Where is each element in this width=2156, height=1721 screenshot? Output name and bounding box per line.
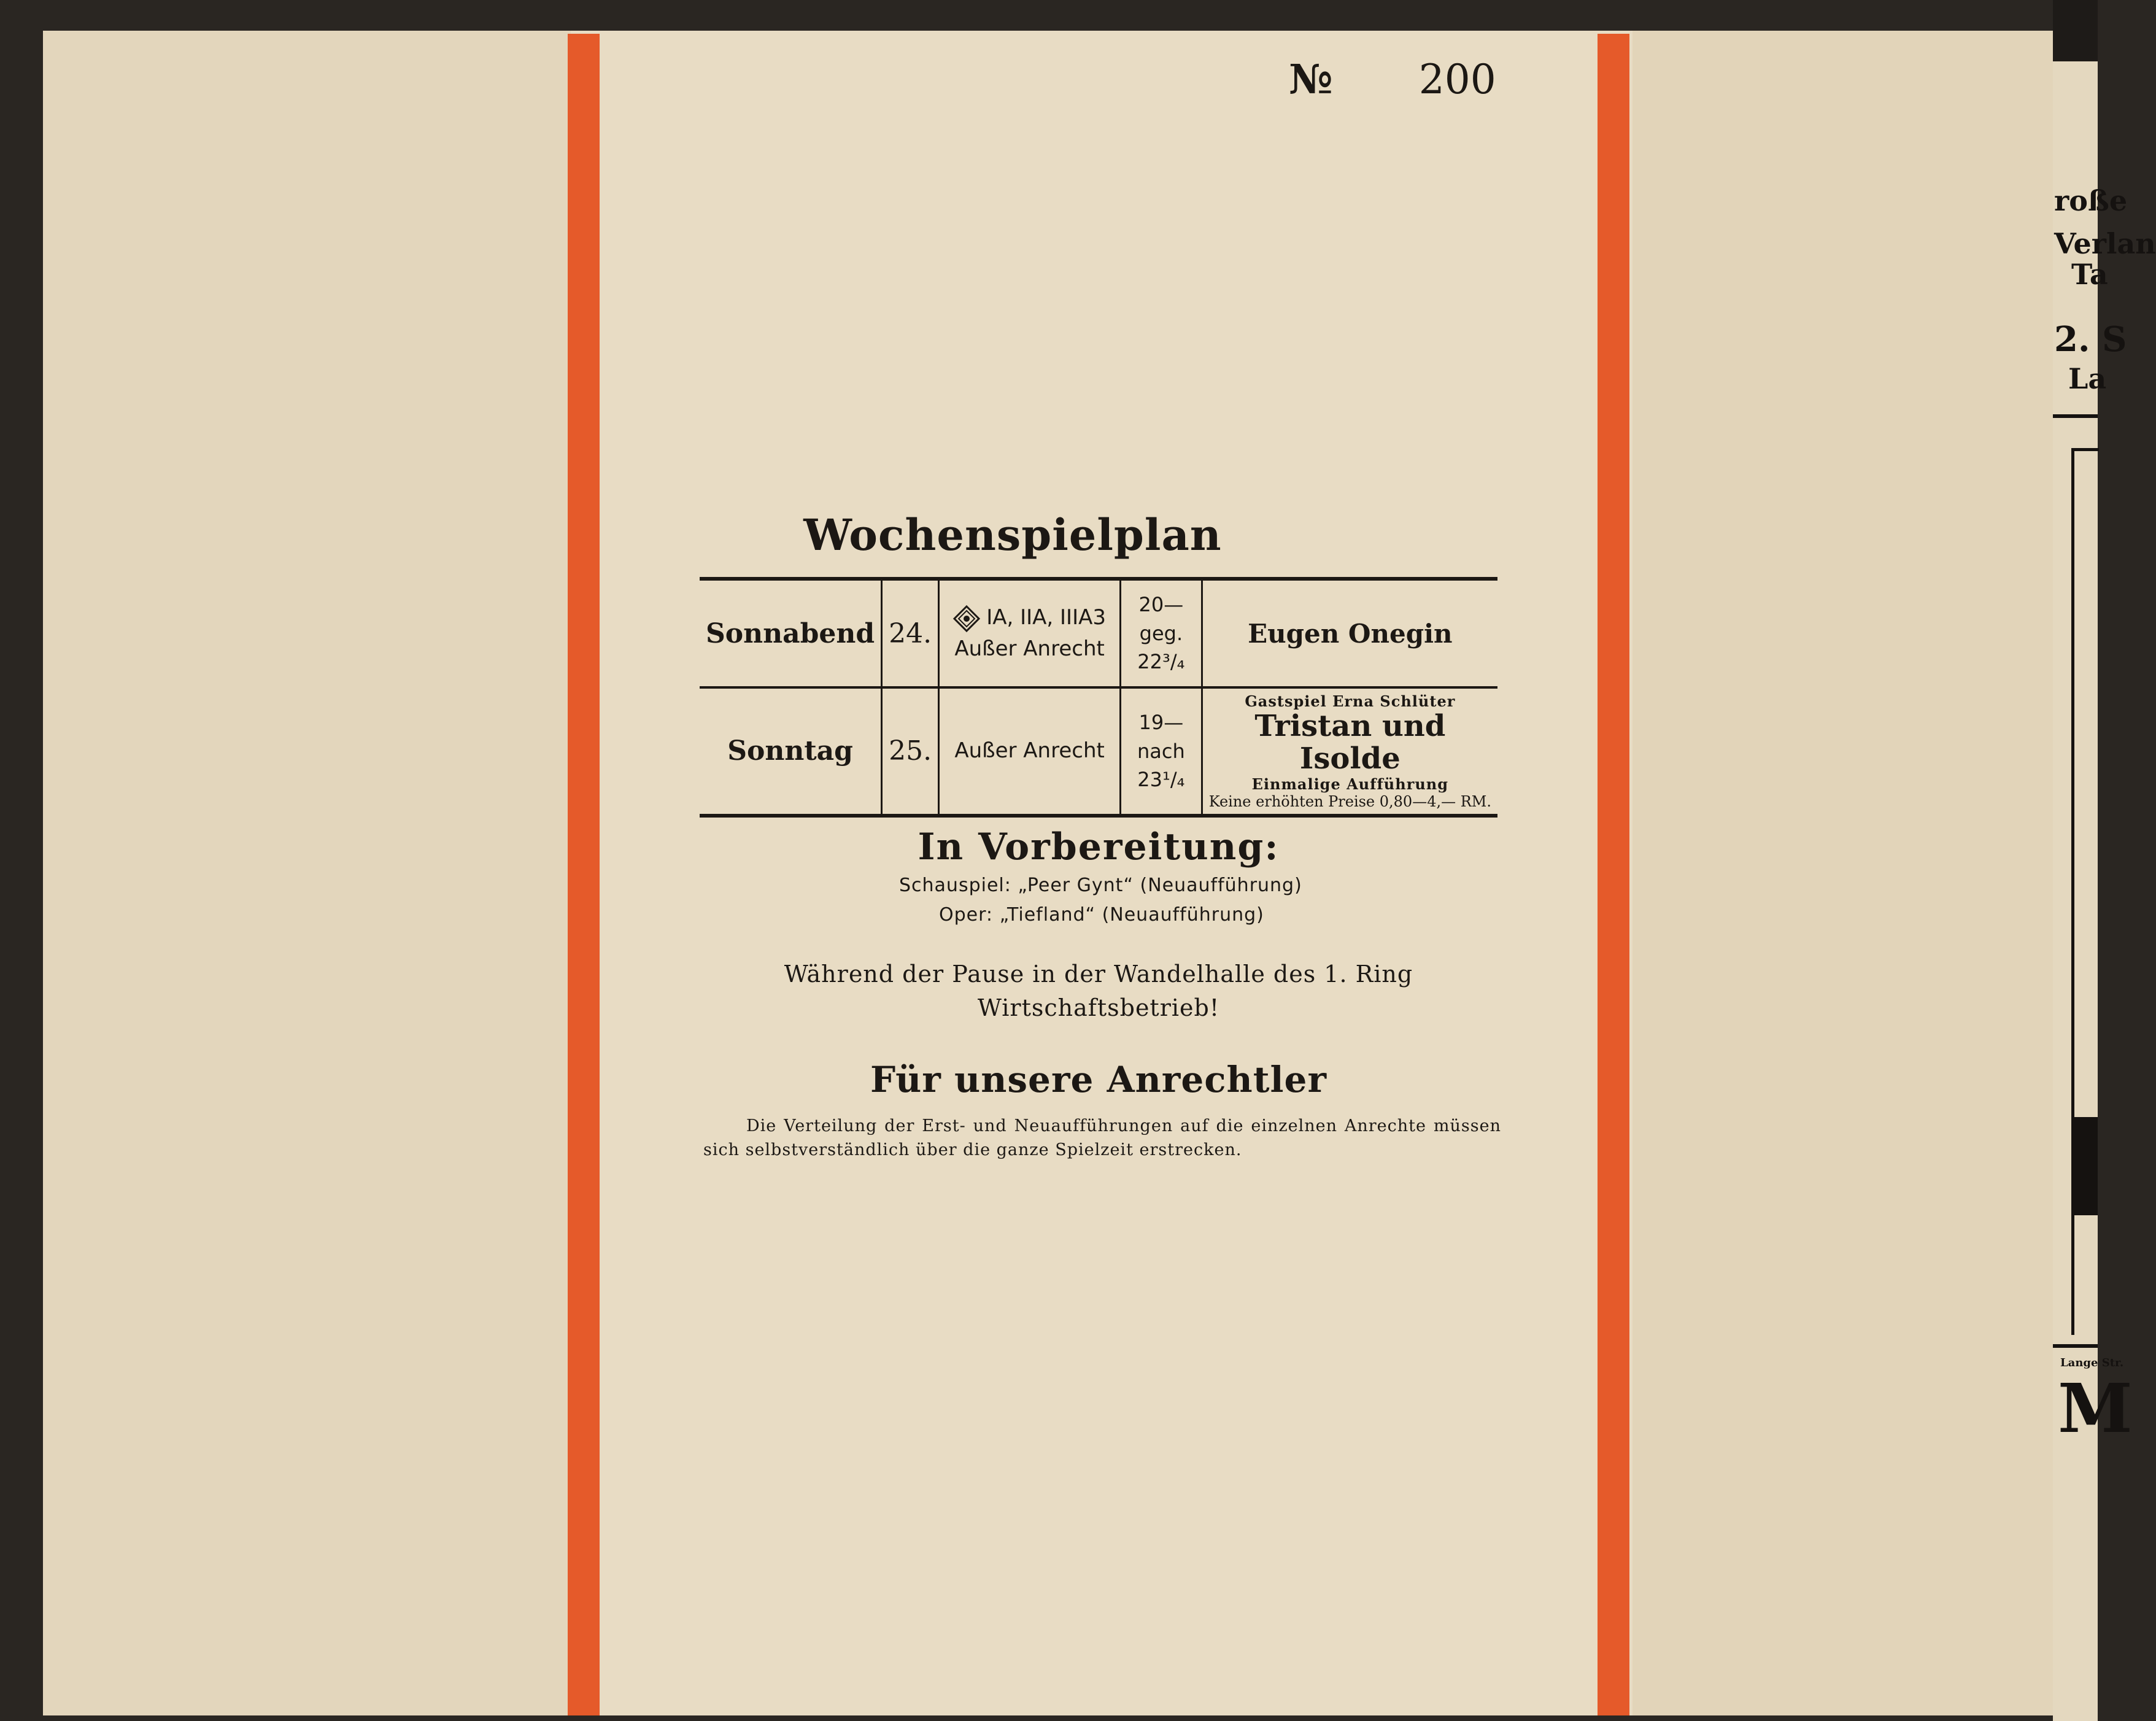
adjacent-fragment: roße [2054, 184, 2128, 217]
subscribers-text: Die Verteilung der Erst- und Neuaufführungen auf die einzelnen Anrechte müssen sich selbstverständlich über die ganze Spielzeit erstrecken. [703, 1116, 1501, 1160]
preparation-title: In Vorbereitung: [918, 826, 1280, 868]
price-note: Keine erhöhten Preise 0,80—4,— RM. [1208, 792, 1491, 810]
day-cell: Sonntag [727, 735, 853, 767]
start-time: 19—nach [1137, 711, 1185, 763]
day-cell: Sonnabend [700, 579, 882, 687]
end-time: 22³/₄ [1137, 650, 1185, 674]
start-time: 20—geg. [1138, 593, 1184, 645]
adjacent-fragment: 2. S [2054, 319, 2127, 360]
end-time: 23¹/₄ [1137, 767, 1185, 791]
subscription-note: Außer Anrecht [954, 636, 1105, 661]
adjacent-fragment: Ta [2071, 258, 2108, 291]
adjacent-black-block [2071, 1117, 2098, 1215]
pause-line-1: Während der Pause in der Wandelhalle des 1. Ring [784, 961, 1413, 988]
left-margin [43, 31, 571, 1715]
pause-line-2: Wirtschaftsbetrieb! [977, 994, 1220, 1022]
subscription-logo-icon [953, 605, 980, 632]
guest-note: Gastspiel Erna Schlüter [1245, 692, 1456, 710]
orange-stripe-right [1598, 34, 1629, 1715]
adjacent-fragment: Lange Str. [2060, 1356, 2124, 1369]
right-margin [1632, 31, 2056, 1715]
program-sheet [43, 31, 2056, 1715]
work-cell: Eugen Onegin [1202, 579, 1497, 687]
adjacent-fragment: Verlan [2054, 227, 2156, 260]
number-symbol: № [1289, 55, 1333, 103]
page-title: Wochenspielplan [803, 509, 1222, 560]
schedule-table [700, 577, 1497, 818]
preparation-opera: Oper: „Tiefland“ (Neuaufführung) [939, 904, 1264, 926]
adjacent-fragment: M [2058, 1369, 2133, 1448]
adjacent-fragment: La [2068, 362, 2107, 395]
subscription-groups: IA, IIA, IIIA3 [986, 605, 1106, 630]
work-cell [1202, 687, 1497, 816]
table-row [700, 687, 1497, 816]
table-row [700, 579, 1497, 687]
time-cell [1121, 687, 1202, 816]
issue-number [1289, 55, 1496, 103]
number-value: 200 [1418, 56, 1496, 103]
adjacent-rule [2053, 1344, 2098, 1348]
adjacent-page-edge [2053, 61, 2156, 1721]
subscription-cell [939, 579, 1121, 687]
work-title: Tristan und Isolde [1254, 709, 1446, 776]
pause-notice [700, 957, 1497, 1025]
preparation-play: Schauspiel: „Peer Gynt“ (Neuaufführung) [899, 875, 1302, 896]
adjacent-rule [2053, 414, 2098, 418]
subscribers-title: Für unsere Anrechtler [870, 1059, 1327, 1100]
subscription-cell: Außer Anrecht [939, 687, 1121, 816]
orange-stripe-left [568, 34, 600, 1715]
time-cell [1121, 579, 1202, 687]
date-cell: 25. [882, 687, 939, 816]
date-cell: 24. [882, 579, 939, 687]
single-performance-note: Einmalige Aufführung [1251, 775, 1449, 793]
